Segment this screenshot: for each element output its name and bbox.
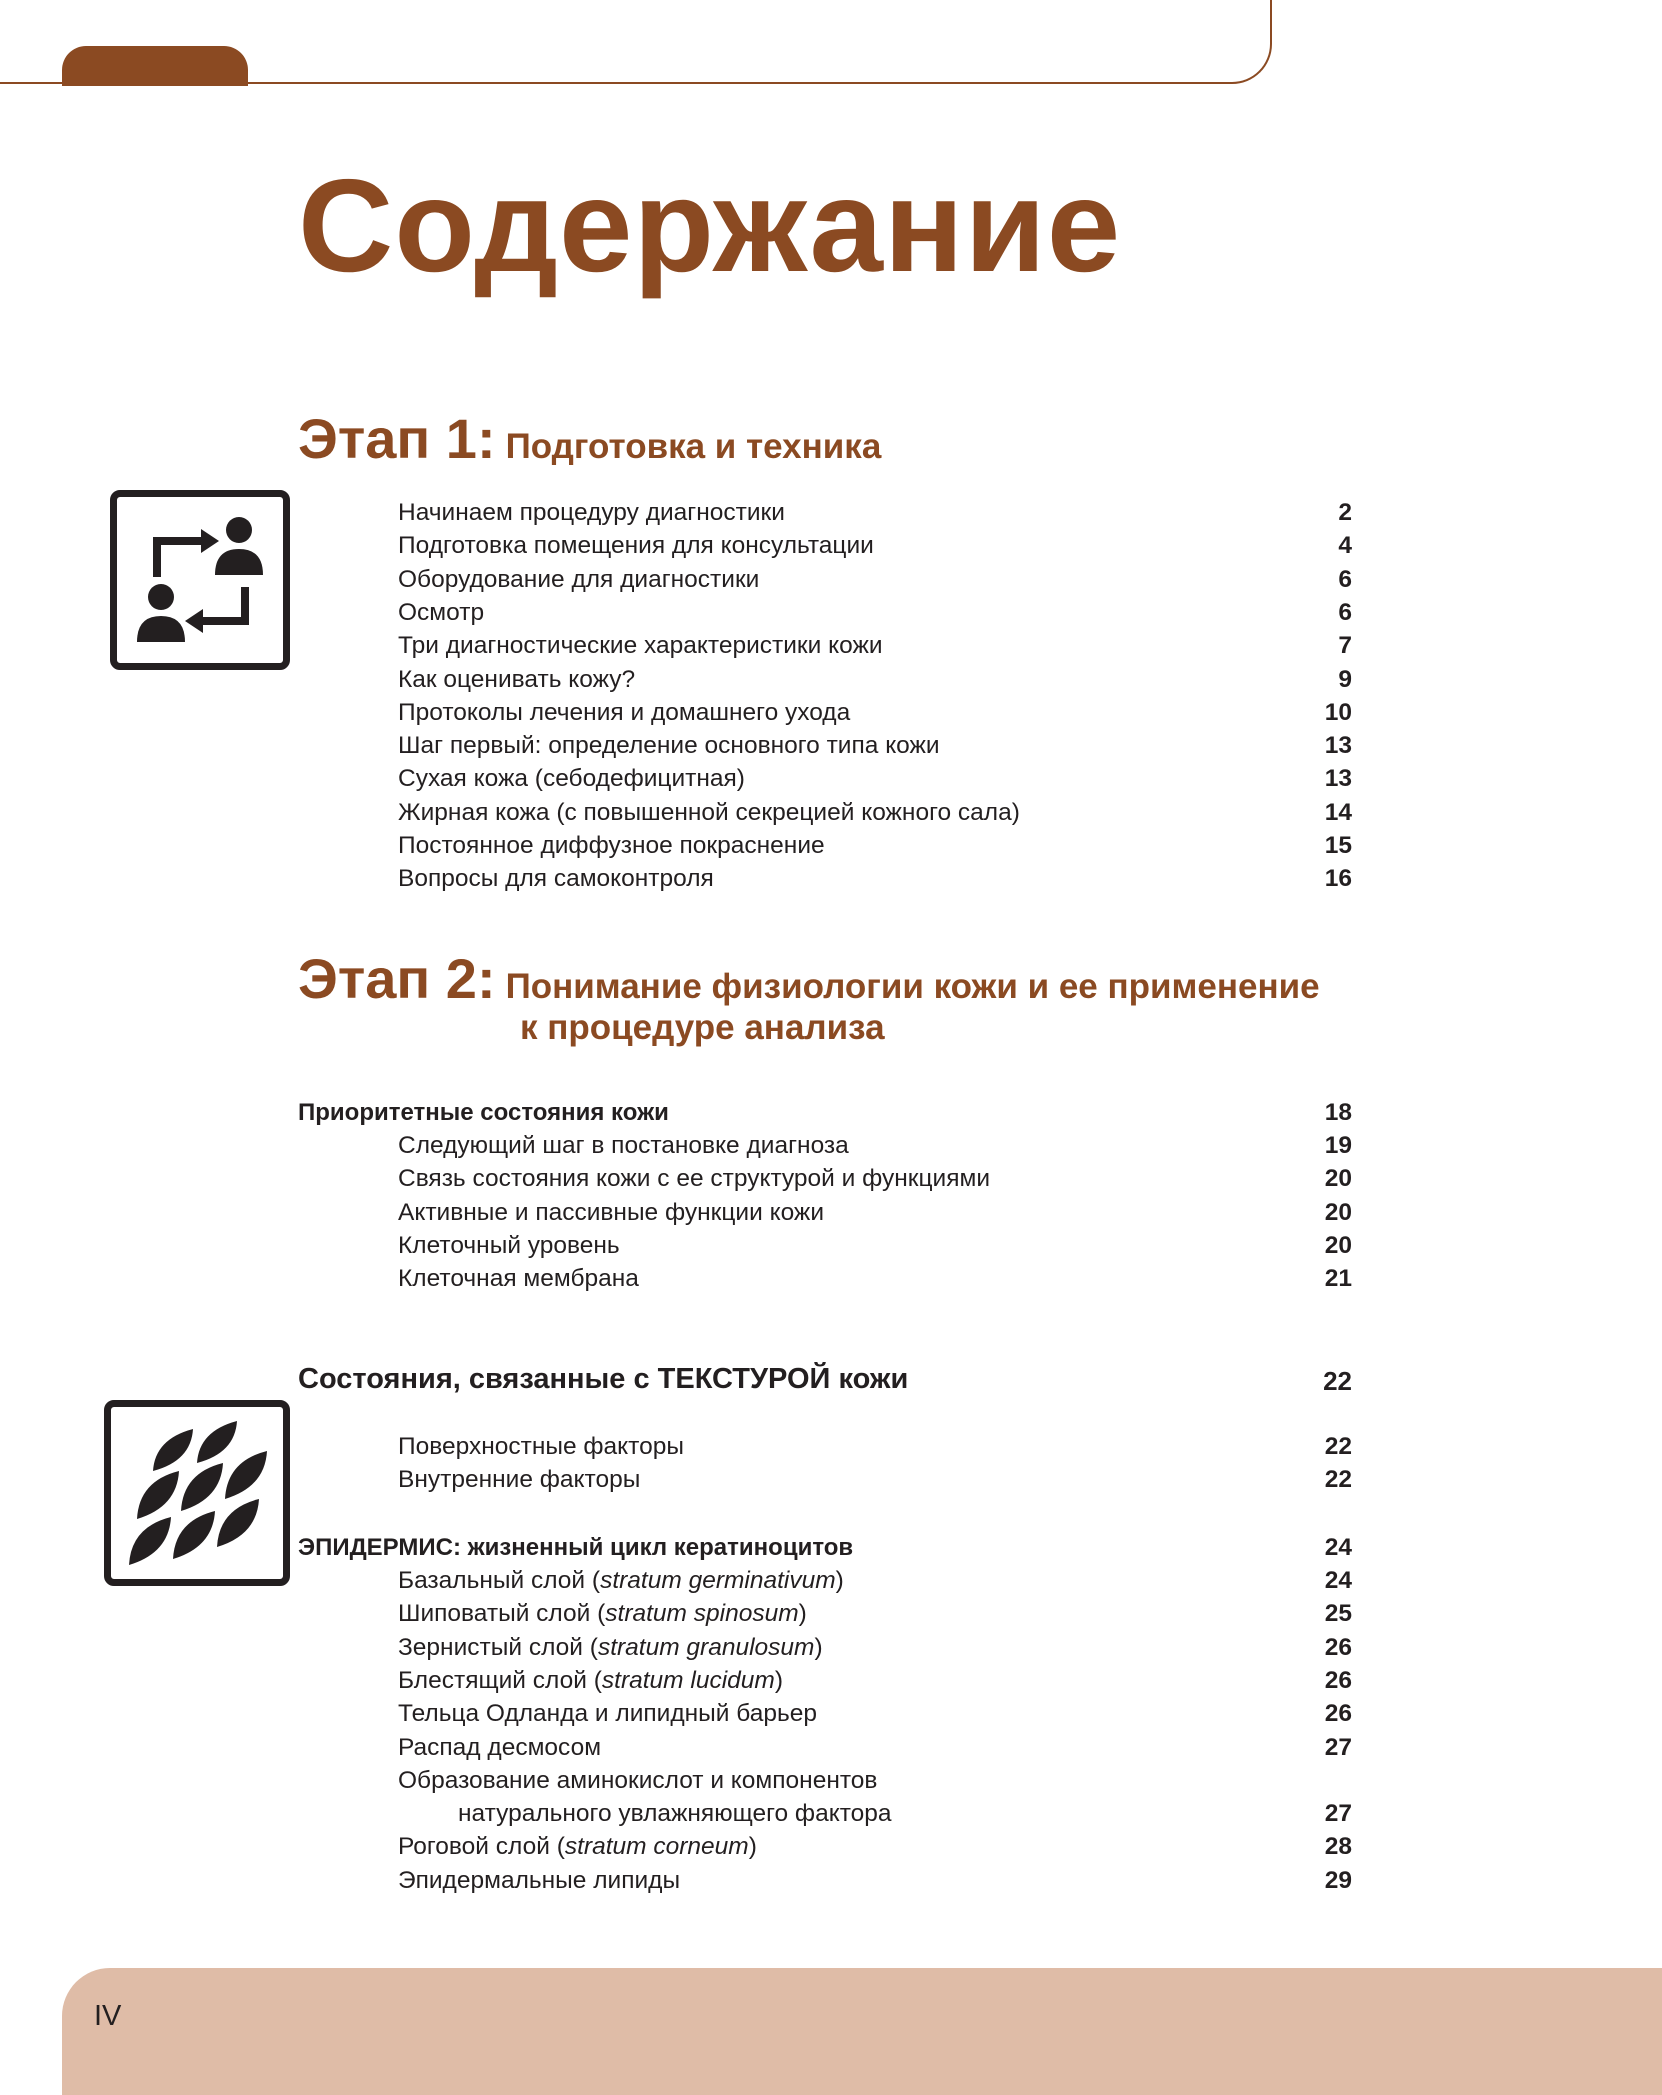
toc-entry-page: 29	[1324, 1866, 1352, 1894]
toc-entry-prefix: Блестящий слой (	[398, 1666, 602, 1694]
toc-entry-latin: stratum spinosum	[605, 1600, 799, 1628]
toc-entry-text: Активные и пассивные функции кожи	[398, 1198, 824, 1226]
toc-entry-page: 26	[1324, 1700, 1352, 1728]
stage2-number: Этап 2:	[298, 947, 496, 1010]
toc-entry-latin: stratum granulosum	[597, 1633, 815, 1661]
toc-entry-text	[398, 1633, 823, 1663]
toc-entry-text: Связь состояния кожи с ее структурой и функциями	[398, 1165, 991, 1193]
toc-entry-prefix: Распад десмосом	[398, 1733, 602, 1761]
toc-entry-page: 24	[1324, 1567, 1352, 1594]
toc-entry-page: 22	[1324, 1433, 1352, 1460]
toc-entry-page: 27	[1324, 1733, 1352, 1761]
toc-entry-text: Протоколы лечения и домашнего ухода	[398, 698, 851, 726]
toc-entry-latin: stratum corneum	[564, 1833, 749, 1861]
epidermis-heading: ЭПИДЕРМИС: жизненный цикл кератиноцитов	[298, 1534, 854, 1561]
toc-entry-text	[398, 1866, 680, 1896]
toc-entry-prefix: Зернистый слой (	[398, 1633, 598, 1661]
toc-entry-page: 14	[1324, 798, 1352, 826]
texture-leaves-icon	[104, 1400, 290, 1586]
toc-entry-page: 22	[1324, 1466, 1352, 1494]
toc-entry-text: Постоянное диффузное покраснение	[398, 832, 825, 859]
texture-heading: Состояния, связанные с ТЕКСТУРОЙ кожи	[298, 1363, 909, 1395]
toc-entry-page: 7	[1338, 632, 1352, 660]
toc-entry-text: Клеточный уровень	[398, 1231, 620, 1259]
toc-entry-page: 9	[1338, 665, 1352, 693]
toc-entry-page: 26	[1324, 1666, 1352, 1694]
toc-entry-text: Оборудование для диагностики	[398, 565, 760, 593]
footer-band	[62, 1968, 1662, 2095]
toc-entry-page: 27	[1324, 1800, 1352, 1828]
toc-entry-text: Как оценивать кожу?	[398, 665, 636, 693]
footer-page-number: IV	[94, 2000, 122, 2032]
toc-entry-page: 25	[1324, 1600, 1352, 1628]
toc-entry-page: 19	[1324, 1132, 1352, 1159]
toc-entry-prefix: Образование аминокислот и компонентов	[398, 1766, 878, 1794]
toc-entry-prefix: Роговой слой (	[398, 1833, 565, 1861]
toc-entry-text	[398, 1733, 601, 1763]
toc-entry-text	[398, 1699, 817, 1729]
toc-entry-text: Сухая кожа (себодефицитная)	[398, 765, 745, 793]
priority-heading: Приоритетные состояния кожи	[298, 1099, 669, 1126]
toc-entry-page: 20	[1324, 1198, 1352, 1226]
toc-entry-page: 16	[1324, 865, 1352, 893]
exchange-people-icon	[110, 490, 290, 670]
toc-entry-prefix: Шиповатый слой (	[398, 1600, 606, 1628]
toc-entry-text: Три диагностические характеристики кожи	[398, 632, 883, 660]
toc-entry-prefix: Тельца Одланда и липидный барьер	[398, 1700, 818, 1728]
toc-entry-text: Осмотр	[398, 598, 485, 626]
toc-entry-suffix: )	[798, 1600, 807, 1628]
toc-entry-page: 15	[1324, 832, 1352, 859]
toc-entry-text: Клеточная мембрана	[398, 1265, 639, 1293]
top-tab-decoration	[62, 46, 248, 86]
stage2-subtitle-line2: к процедуре анализа	[520, 1008, 885, 1047]
priority-page: 18	[1324, 1099, 1352, 1126]
toc-entry-page: 2	[1338, 499, 1352, 526]
stage1-heading	[298, 406, 881, 471]
toc-entry-page: 20	[1324, 1165, 1352, 1193]
toc-entry-prefix: Базальный слой (	[398, 1567, 601, 1594]
toc-entry-text	[458, 1799, 892, 1829]
toc-entry-prefix: Эпидермальные липиды	[398, 1866, 681, 1894]
epidermis-page: 24	[1324, 1534, 1352, 1561]
toc-entry-page: 28	[1324, 1833, 1352, 1861]
toc-entry-latin: stratum germinativum	[600, 1567, 836, 1594]
toc-entry-page: 10	[1324, 698, 1352, 726]
toc-entry-page: 13	[1324, 732, 1352, 760]
toc-entry-text	[398, 1566, 844, 1596]
toc-entry-suffix: )	[748, 1833, 757, 1861]
toc-entry-text	[398, 1766, 877, 1796]
stage1-subtitle: Подготовка и техника	[505, 427, 882, 466]
stage1-number: Этап 1:	[298, 407, 496, 470]
toc-entry-text: Жирная кожа (с повышенной секрецией кожного сала)	[398, 798, 1020, 826]
toc-entry-text: Внутренние факторы	[398, 1466, 641, 1494]
toc-entry-text: Начинаем процедуру диагностики	[398, 499, 785, 526]
toc-entry-page: 6	[1338, 565, 1352, 593]
toc-entry-suffix: )	[774, 1666, 783, 1694]
toc-entry-page: 4	[1338, 532, 1352, 560]
toc-entry-page: 20	[1324, 1231, 1352, 1259]
toc-entry-page: 21	[1324, 1265, 1352, 1293]
stage2-heading	[298, 946, 1320, 1011]
toc-entry-prefix: натурального увлажняющего фактора	[458, 1800, 892, 1828]
toc-entry-page: 6	[1338, 598, 1352, 626]
stage2-subtitle-line1: Понимание физиологии кожи и ее применение	[505, 967, 1320, 1006]
toc-entry-text: Вопросы для самоконтроля	[398, 865, 714, 893]
toc-entry-latin: stratum lucidum	[601, 1666, 775, 1694]
toc-entry-text	[398, 1832, 757, 1862]
page-title: Содержание	[298, 152, 1122, 299]
toc-entry-text: Поверхностные факторы	[398, 1433, 684, 1460]
toc-entry-suffix: )	[835, 1567, 844, 1594]
toc-entry-page: 26	[1324, 1633, 1352, 1661]
toc-entry-text: Шаг первый: определение основного типа кожи	[398, 732, 940, 760]
toc-entry-text: Подготовка помещения для консультации	[398, 532, 874, 560]
toc-entry-text	[398, 1599, 807, 1629]
toc-entry-text	[398, 1666, 783, 1696]
toc-entry-text: Следующий шаг в постановке диагноза	[398, 1132, 849, 1159]
toc-entry-suffix: )	[814, 1633, 823, 1661]
texture-page: 22	[1323, 1366, 1352, 1396]
toc-entry-page: 13	[1324, 765, 1352, 793]
